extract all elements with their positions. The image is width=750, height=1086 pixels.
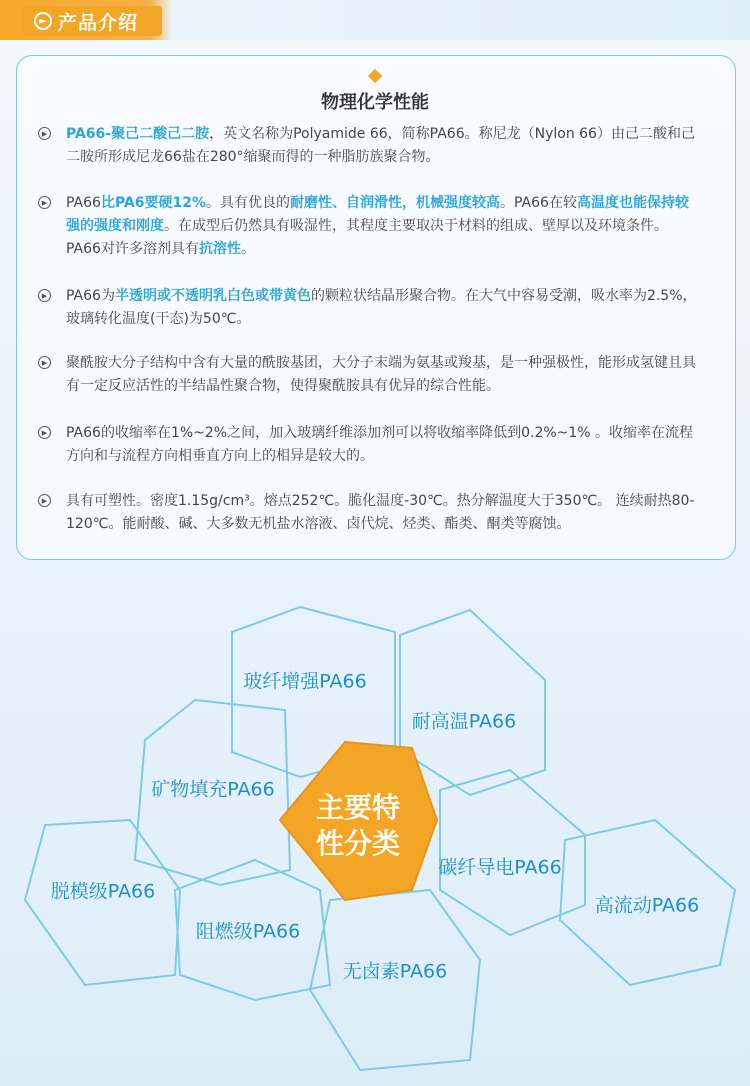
body-text: PA66为 bbox=[66, 288, 115, 304]
body-text: 具有可塑性。密度1.15g/cm³。熔点252℃。脆化温度-30℃。热分解温度大于350℃。 连续耐热80-120℃。能耐酸、碱、大多数无机盐水溶液、卤代烷、烃类、酯类、酮类等腐蚀。 bbox=[66, 493, 695, 532]
circle-arrow-icon: ► bbox=[34, 12, 52, 30]
property-item bbox=[38, 192, 698, 261]
hex-label-mineral: 矿物填充PA66 bbox=[151, 778, 275, 801]
body-text: 的颗粒状结晶形聚合物。在大气中容易受潮，吸水率为2.5%，玻璃转化温度(干态)为50℃。 bbox=[66, 288, 697, 327]
section-tag bbox=[22, 6, 162, 36]
property-item bbox=[38, 490, 698, 536]
body-text: 。在成型后仍然具有吸湿性，其程度主要取决于材料的组成、壁厚以及环境条件。PA66对许多溶剂具有 bbox=[66, 218, 668, 257]
body-text: ，英文名称为Polyamide 66，简称PA66。称尼龙（Nylon 66）由己二酸和己二胺所形成尼龙66盐在280°缩聚而得的一种脂肪族聚合物。 bbox=[66, 126, 695, 165]
hex-label-demold: 脱模级PA66 bbox=[50, 880, 156, 903]
property-item bbox=[38, 123, 698, 169]
panel-title: 物理化学性能 bbox=[321, 92, 429, 113]
bullet-arrow-icon: ▶ bbox=[38, 127, 51, 140]
property-text bbox=[66, 192, 698, 261]
highlight-text: 半透明或不透明乳白色或带黄色 bbox=[114, 288, 311, 304]
hex-cell-high-temp bbox=[400, 610, 545, 795]
highlight-text: PA66-聚己二酸己二胺 bbox=[66, 126, 210, 142]
hex-center-label bbox=[316, 790, 400, 862]
hex-center-line: 主要特 bbox=[315, 791, 401, 824]
property-text bbox=[66, 490, 698, 536]
hex-label-high-temp: 耐高温PA66 bbox=[411, 710, 517, 733]
body-text: 。 bbox=[240, 241, 255, 257]
highlight-text: 比PA6要硬12% bbox=[100, 195, 207, 211]
section-tag-label: 产品介绍 bbox=[58, 11, 139, 34]
property-item bbox=[38, 422, 698, 468]
property-text bbox=[66, 285, 698, 331]
bullet-arrow-icon: ▶ bbox=[38, 426, 51, 439]
property-text bbox=[66, 352, 698, 398]
hex-label-glass-fiber: 玻纤增强PA66 bbox=[243, 670, 367, 693]
body-text: 。PA66在较 bbox=[500, 195, 577, 211]
highlight-text: 耐磨性、自润滑性，机械强度较高 bbox=[290, 195, 501, 211]
body-text: PA66 bbox=[66, 195, 101, 211]
body-text: 聚酰胺大分子结构中含有大量的酰胺基团，大分子末端为氨基或羧基，是一种强极性，能形成氢键且具有一定反应活性的半结晶性聚合物，使得聚酰胺具有优异的综合性能。 bbox=[66, 355, 696, 394]
bullet-arrow-icon: ▶ bbox=[38, 494, 51, 507]
hex-label-carbon: 碳纤导电PA66 bbox=[438, 856, 562, 879]
property-text bbox=[66, 422, 698, 468]
property-text bbox=[66, 123, 698, 169]
body-text: PA66的收缩率在1%~2%之间，加入玻璃纤维添加剂可以将收缩率降低到0.2%~1% 。收缩率在流程方向和与流程方向相垂直方向上的相异是较大的。 bbox=[66, 425, 694, 464]
hex-label-halogen-free: 无卤素PA66 bbox=[342, 960, 448, 983]
bullet-arrow-icon: ▶ bbox=[38, 289, 51, 302]
property-item bbox=[38, 352, 698, 398]
hex-center-line: 性分类 bbox=[315, 827, 401, 860]
body-text: 。具有优良的 bbox=[206, 195, 291, 211]
bullet-arrow-icon: ▶ bbox=[38, 196, 51, 209]
hex-label-flame: 阻燃级PA66 bbox=[195, 920, 301, 943]
highlight-text: 高温度也能保持较强的强度和刚度 bbox=[66, 195, 689, 234]
property-item bbox=[38, 285, 698, 331]
highlight-text: 抗溶性 bbox=[198, 241, 241, 257]
hex-label-high-flow: 高流动PA66 bbox=[594, 894, 700, 917]
bullet-arrow-icon: ▶ bbox=[38, 356, 51, 369]
hex-diagram bbox=[0, 590, 750, 1086]
